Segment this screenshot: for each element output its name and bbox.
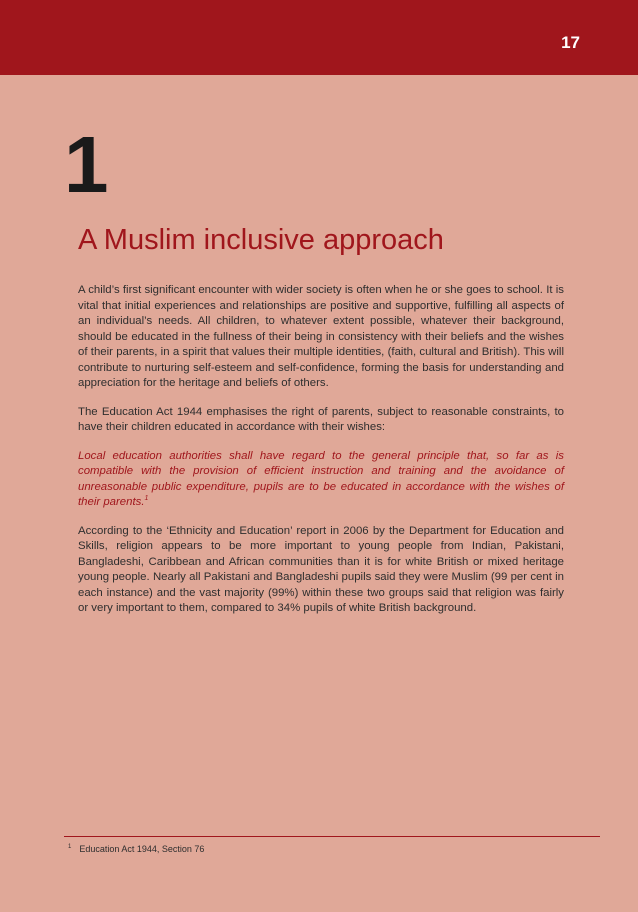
paragraph-intro: A child’s first significant encounter with wider society is often when he or she goes to school. It is vital that initial experiences and relationships are positive and supportive, fulfilling all aspects of an individual’s needs. All children, to whatever extent possible, whatever their background, should be educated in the fullness of their being in consistency with their beliefs and the wishes of their parents, in a spirit that values their multiple identities, (faith, cultural and British). This will contribute to nurturing self-esteem and self-confidence, forming the basis for understanding and appreciation for the heritage and beliefs of others. bbox=[78, 284, 564, 389]
page-number: 17 bbox=[561, 33, 580, 52]
chapter-title: A Muslim inclusive approach bbox=[78, 224, 444, 256]
footnote bbox=[68, 843, 204, 855]
paragraph-education-act: The Education Act 1944 emphasises the right of parents, subject to reasonable constraints, to have their children educated in accordance with their wishes: bbox=[78, 405, 564, 433]
body-text bbox=[78, 283, 564, 630]
header-band bbox=[0, 0, 638, 75]
quote-paragraph bbox=[78, 449, 564, 511]
chapter-number: 1 bbox=[64, 120, 109, 209]
footnote-reference[interactable]: 1 bbox=[144, 495, 149, 503]
footnote-marker: 1 bbox=[68, 844, 72, 850]
footnote-text: Education Act 1944, Section 76 bbox=[79, 844, 205, 854]
paragraph-ethnicity-report: According to the ‘Ethnicity and Education’ report in 2006 by the Department for Education and Skills, religion appears to be more important to young people from Indian, Pakistani, Bangladeshi, Caribbean and African communities than it is for white British or mixed heritage young people. Nearly all Pakistani and Bangladeshi pupils said they were Muslim (99 per cent in each instance) and the vast majority (99%) within these two groups said that religion was fairly or very important to them, compared to 34% pupils of white British background. bbox=[78, 524, 564, 614]
quote-text: Local education authorities shall have regard to the general principle that, so far as is compatible with the provision of efficient instruction and training and the avoidance of unreasonable public expenditure, pupils are to be educated in accordance with the wishes of their parents. bbox=[78, 449, 564, 508]
footnote-divider bbox=[64, 836, 600, 837]
